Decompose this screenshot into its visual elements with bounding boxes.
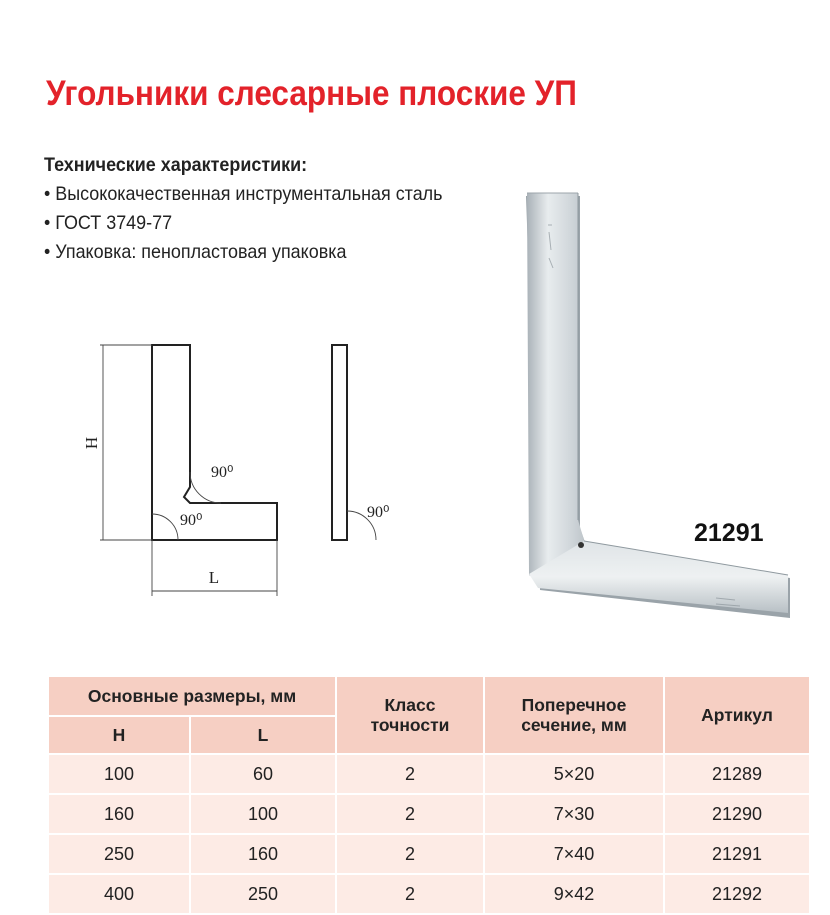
- angle-label-side: 90⁰: [367, 504, 390, 521]
- spec-item: • Упаковка: пенопластовая упаковка: [44, 241, 347, 263]
- cell-l: 250: [190, 874, 336, 914]
- angle-label-outer: 90⁰: [180, 512, 203, 529]
- header-cross-section: Поперечное сечение, мм: [484, 676, 664, 754]
- product-photo-square: [526, 193, 790, 618]
- cell-class: 2: [336, 754, 484, 794]
- cell-article: 21292: [664, 874, 810, 914]
- table-row: [48, 754, 810, 794]
- cell-class: 2: [336, 874, 484, 914]
- spec-item: • ГОСТ 3749-77: [44, 212, 173, 234]
- header-l: L: [190, 716, 336, 754]
- cell-section: 7×30: [484, 794, 664, 834]
- cell-class: 2: [336, 794, 484, 834]
- cell-l: 60: [190, 754, 336, 794]
- specs-heading: Технические характеристики:: [44, 154, 308, 176]
- cell-article: 21291: [664, 834, 810, 874]
- specs-table: [47, 675, 811, 915]
- table-row: [48, 794, 810, 834]
- square-side-view: [332, 345, 347, 540]
- table-row: [48, 874, 810, 914]
- cell-h: 160: [48, 794, 190, 834]
- h-label: H: [82, 436, 101, 450]
- spec-item: • Высококачественная инструментальная сталь: [44, 183, 443, 205]
- header-article: Артикул: [664, 676, 810, 754]
- cell-article: 21290: [664, 794, 810, 834]
- cell-h: 400: [48, 874, 190, 914]
- cell-section: 9×42: [484, 874, 664, 914]
- cell-article: 21289: [664, 754, 810, 794]
- page-title: Угольники слесарные плоские УП: [46, 74, 577, 113]
- cell-l: 100: [190, 794, 336, 834]
- cell-h: 100: [48, 754, 190, 794]
- angle-label-inner: 90⁰: [211, 464, 234, 481]
- l-label: L: [208, 568, 220, 587]
- cell-h: 250: [48, 834, 190, 874]
- cell-l: 160: [190, 834, 336, 874]
- header-dimensions: Основные размеры, мм: [48, 676, 336, 716]
- cell-section: 7×40: [484, 834, 664, 874]
- cell-class: 2: [336, 834, 484, 874]
- cell-section: 5×20: [484, 754, 664, 794]
- header-accuracy-class: Класс точности: [336, 676, 484, 754]
- square-outline: [152, 345, 277, 540]
- product-article-label: 21291: [694, 519, 764, 547]
- header-h: H: [48, 716, 190, 754]
- table-row: [48, 834, 810, 874]
- angle-arc-outer: [152, 514, 178, 540]
